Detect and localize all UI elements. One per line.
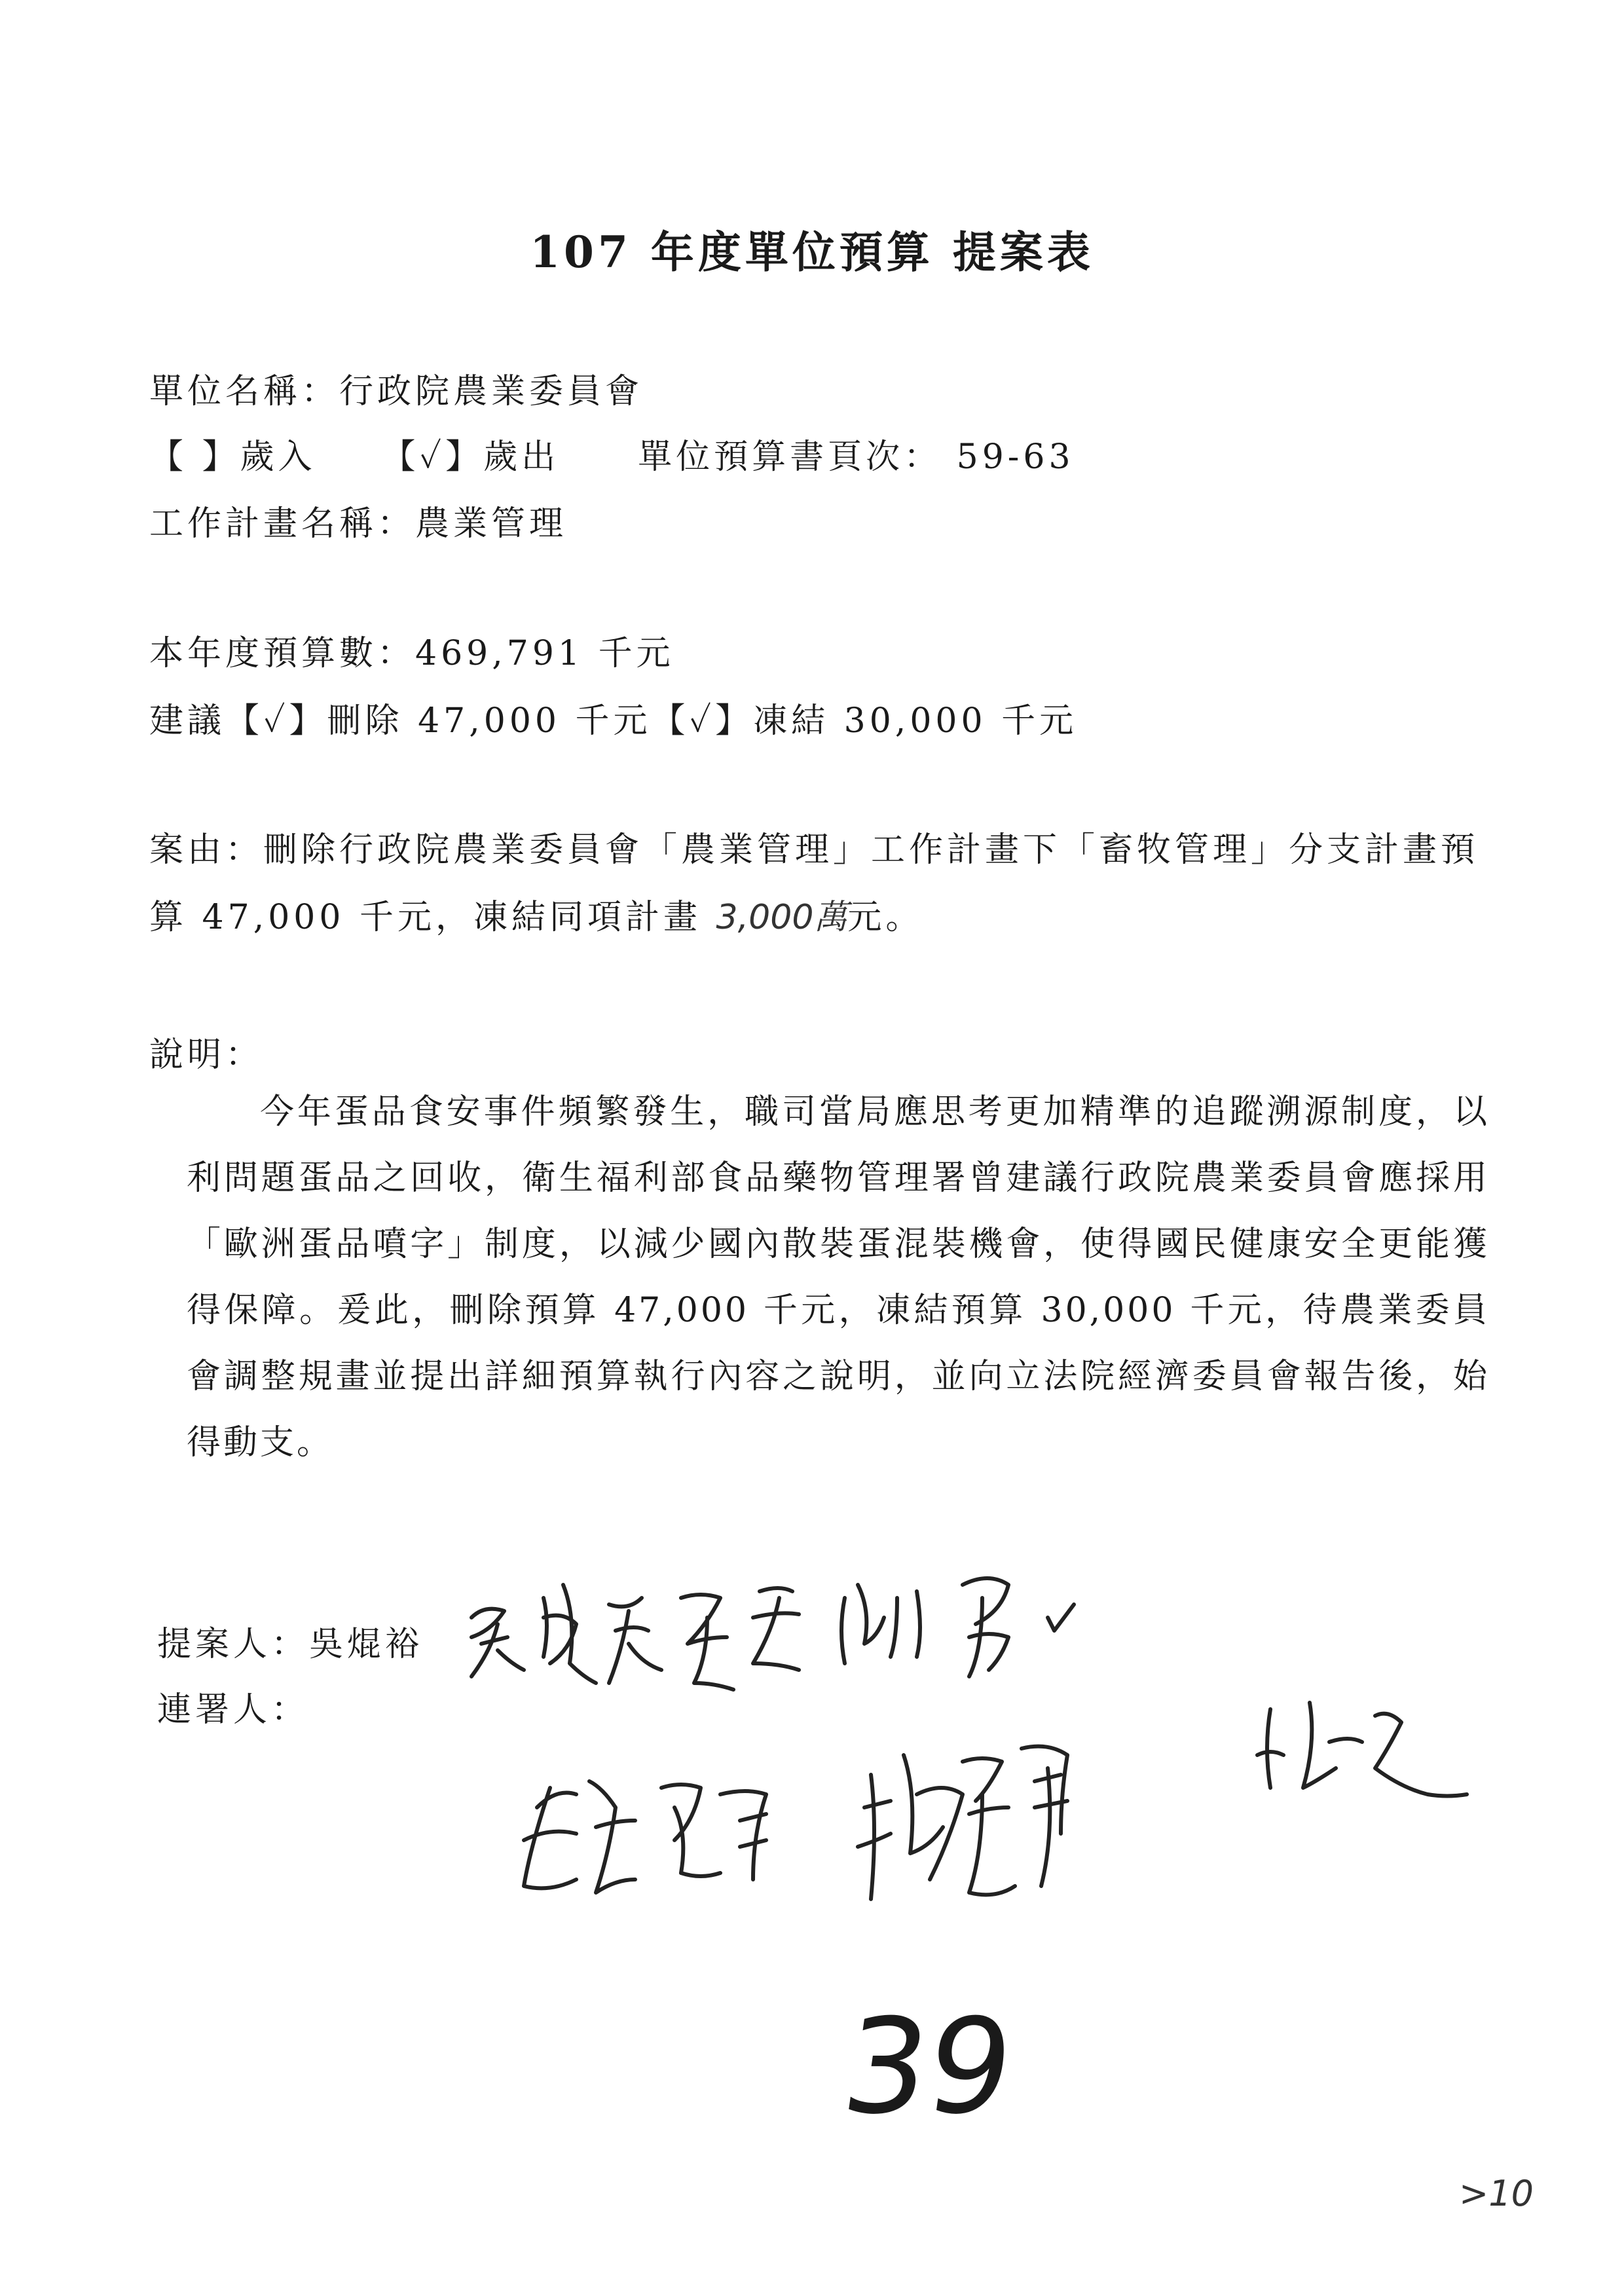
expense-checkbox: 【✓】歲出 (381, 437, 560, 477)
signature-cosigner-1 (841, 1578, 1074, 1676)
document-title: 107 年度單位預算 提案表 (530, 227, 1094, 278)
income-checkbox: 【 】歲入 (149, 437, 316, 477)
suggestion: 建議【✓】刪除 47,000 千元【✓】凍結 30,000 千元 (149, 701, 1078, 741)
proposer: 提案人：吳焜裕 (157, 1625, 424, 1664)
case-line-2-prefix: 算 47,000 千元，凍結同項計畫 (149, 898, 702, 937)
case-line-1: 案由：刪除行政院農業委員會「農業管理」工作計畫下「畜牧管理」分支計畫預 (149, 830, 1479, 870)
unit-name: 單位名稱：行政院農業委員會 (149, 372, 644, 411)
signature-cosigner-2 (524, 1781, 766, 1893)
cosigner-label: 連署人： (157, 1690, 310, 1730)
page-ref-label: 單位預算書頁次： (638, 437, 942, 477)
handwritten-amount: 3,000萬 (716, 898, 848, 937)
case-line-2-suffix: 元。 (847, 898, 924, 937)
signature-proposer (471, 1585, 799, 1690)
explanation-label: 說明： (149, 1035, 264, 1075)
corner-mark: >10 (1459, 2173, 1534, 2214)
page-ref-value: 59-63 (956, 437, 1075, 477)
explanation-text: 今年蛋品食安事件頻繁發生，職司當局應思考更加精準的追蹤溯源制度，以利問題蛋品之回收，衛生福利部食品藥物管理署曾建議行政院農業委員會應採用「歐洲蛋品噴字」制度，以減少國內散裝蛋混裝機會，使得國民健康安全更能獲得保障。爰此，刪除預算 47,000 千元，凍結預算 30,000 千元，待農業委員會調整規畫並提出詳細預算執行內容之說明，並向立法院經濟委員會報告後，始得動支。 (187, 1092, 1490, 1462)
handwritten-page-number: 39 (834, 1991, 1022, 2143)
signature-cosigner-3 (858, 1747, 1067, 1899)
budget-amount: 本年度預算數：469,791 千元 (149, 634, 674, 673)
plan-name: 工作計畫名稱：農業管理 (149, 504, 568, 544)
signature-cosigner-4 (1257, 1703, 1467, 1796)
